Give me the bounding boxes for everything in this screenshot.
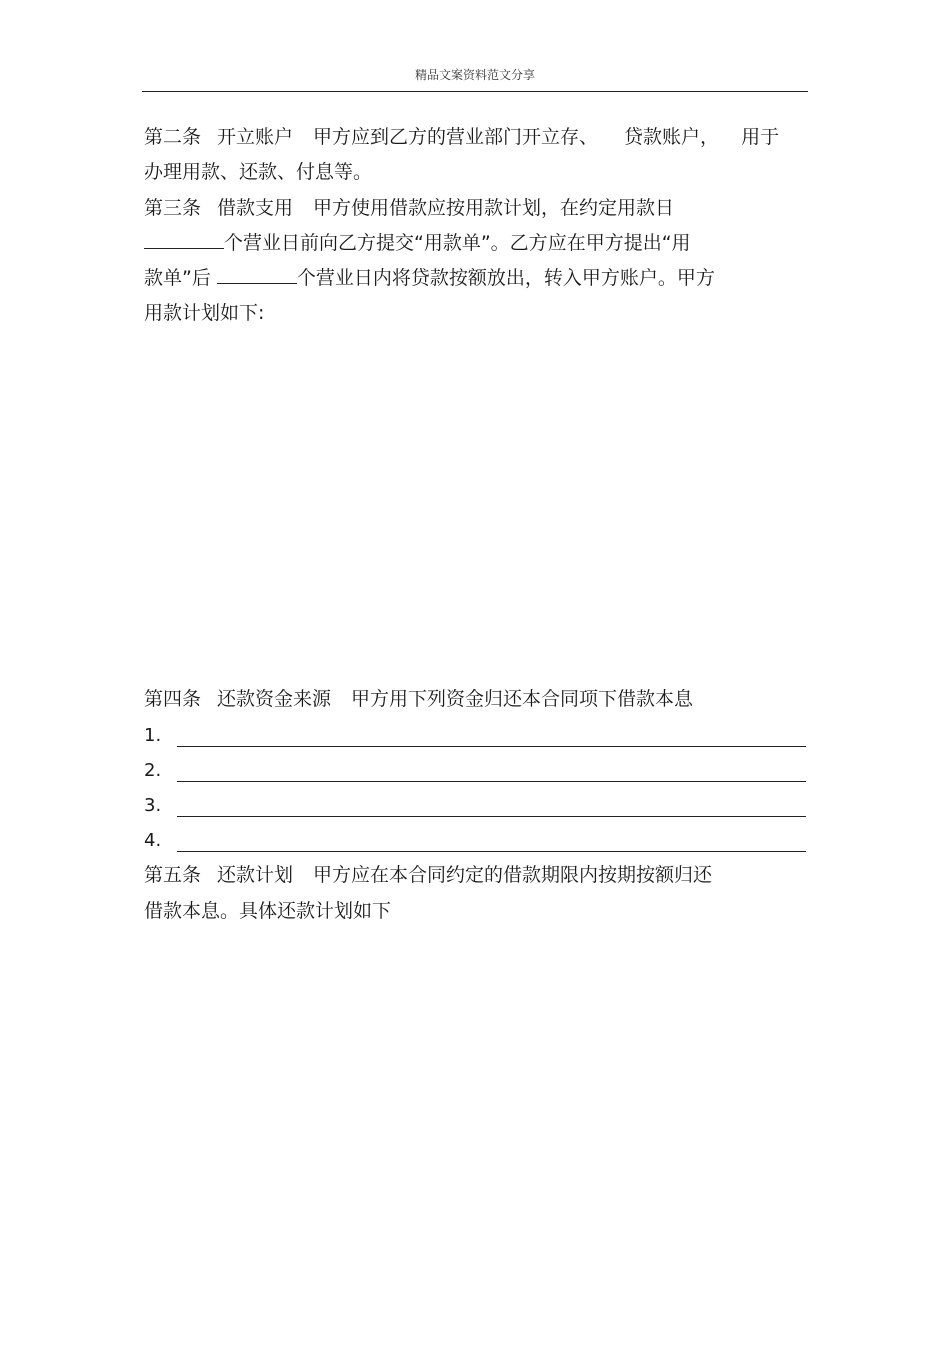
header-divider [142,91,808,92]
article-5-heading: 第五条 [144,864,202,886]
item-number: 2. [144,760,162,781]
article-3-line-2-text: 个营业日前向乙方提交“用款单”。乙方应在甲方提出“用 [224,232,691,254]
article-5-text: 甲方应在本合同约定的借款期限内按期按额归还 [313,864,713,886]
fill-in-line-4[interactable] [177,851,806,852]
fill-in-line-3[interactable] [177,816,806,817]
fill-in-line-2[interactable] [177,781,806,782]
repayment-source-item-4 [144,825,806,860]
article-3-line-3-text: 款单”后 [144,267,211,289]
item-number: 1. [144,725,162,746]
item-number: 4. [144,830,162,851]
article-2-text-3: 用于 [741,126,780,148]
article-2-text: 甲方应到乙方的营业部门开立存、 [313,126,599,148]
article-3-line-2 [144,226,814,261]
article-3-heading: 第三条 [144,197,202,219]
fill-in-blank-days-within[interactable] [217,263,297,284]
article-4-heading: 第四条 [144,688,202,710]
article-5-subject: 还款计划 [217,864,294,886]
repayment-source-item-1 [144,720,806,755]
article-4-subject: 还款资金来源 [217,688,332,710]
article-3-line-3-text-2: 个营业日内将贷款按额放出，转入甲方账户。甲方 [296,267,715,289]
article-5-line-1 [144,858,814,893]
article-2-line-2: 办理用款、还款、付息等。 [144,161,373,183]
article-2-line-1 [144,120,814,155]
fill-in-line-1[interactable] [177,746,806,747]
article-5-line-2: 借款本息。具体还款计划如下 [144,900,392,922]
article-3-subject: 借款支用 [217,197,294,219]
fill-in-blank-days-before[interactable] [144,228,224,249]
article-4-line-1 [144,682,814,717]
article-2-subject: 开立账户 [217,126,294,148]
article-3-line-4: 用款计划如下: [144,302,265,324]
repayment-source-item-3 [144,790,806,825]
article-2-text-2: 贷款账户， [624,126,720,148]
item-number: 3. [144,795,162,816]
article-3-text: 甲方使用借款应按用款计划，在约定用款日 [313,197,675,219]
repayment-source-item-2 [144,755,806,790]
article-2-heading: 第二条 [144,126,202,148]
article-3-line-1 [144,191,814,226]
page-header-title: 精品文案资料范文分享 [414,68,535,82]
article-3-line-3 [144,261,814,296]
article-4-text: 甲方用下列资金归还本合同项下借款本息 [351,688,694,710]
